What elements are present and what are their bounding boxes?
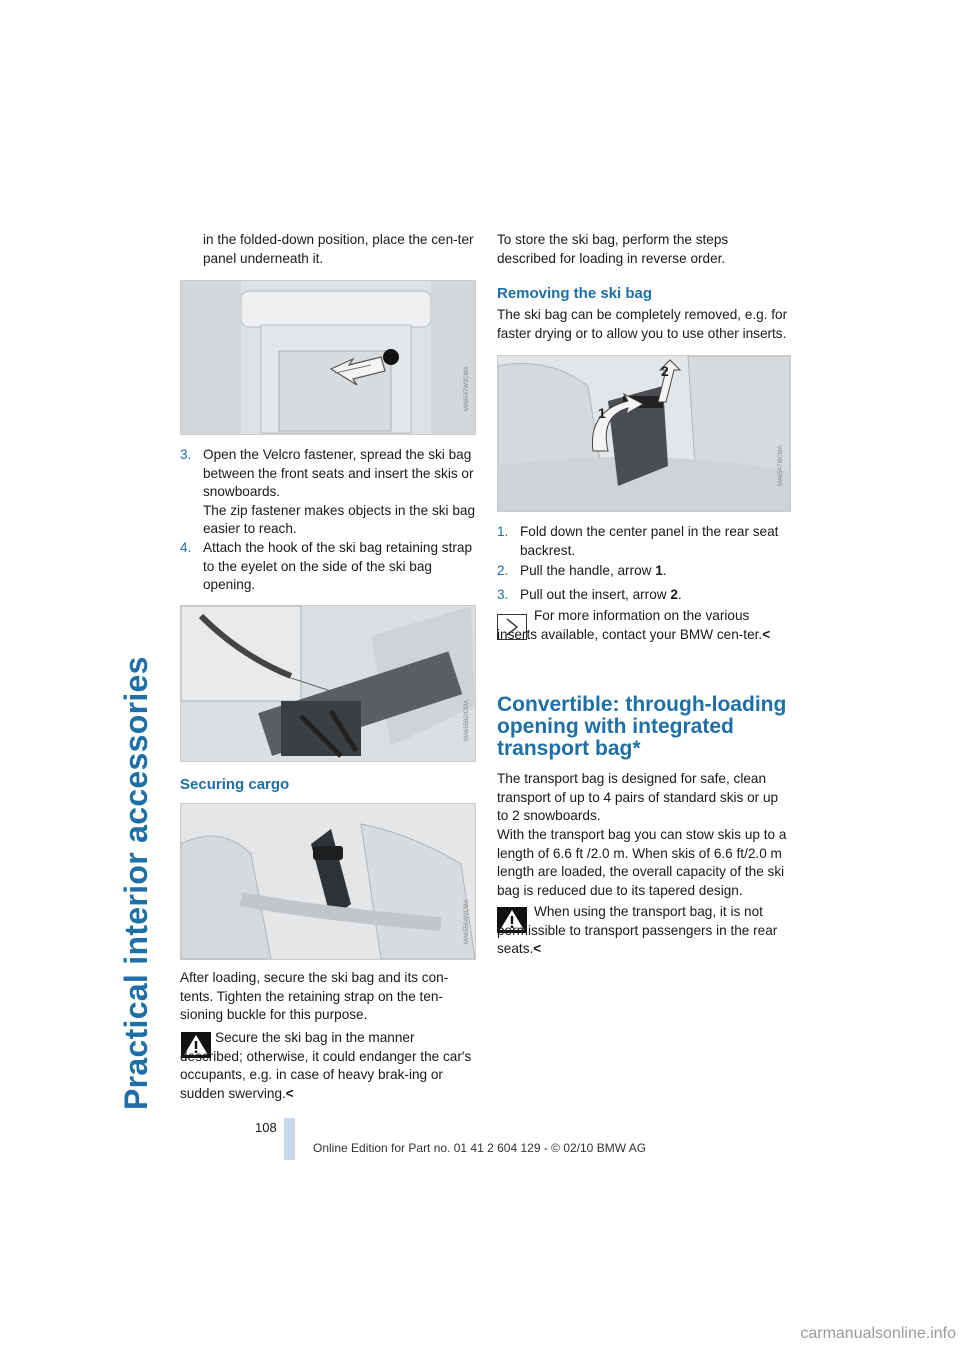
end-mark: < <box>762 626 771 642</box>
step-2 <box>497 562 790 581</box>
footer-accent-bar <box>284 1118 295 1160</box>
arrow-label-2: 2 <box>661 363 669 379</box>
warning-passengers-note <box>497 903 790 959</box>
figure-code: MA6558ZICMA <box>464 699 470 741</box>
step-4 <box>180 539 475 595</box>
figure-code: MA6547W3CMA <box>464 366 470 411</box>
page-number: 108 <box>255 1120 277 1135</box>
step-number: 4. <box>180 540 192 555</box>
step-number: 3. <box>180 447 192 462</box>
figure-remove-insert <box>497 355 791 512</box>
step-text: Pull the handle, arrow 1. <box>520 563 667 578</box>
info-note <box>497 607 790 644</box>
figure-ski-bag-strap <box>180 605 476 762</box>
warning-text: Secure the ski bag in the manner described; otherwise, it could endanger the car's occupants, e.g. in case of heavy brak-ing or sudden swerving. <box>180 1030 472 1101</box>
securing-text: After loading, secure the ski bag and its con-tents. Tighten the retaining strap on the ten-sioning buckle for this purpose. <box>180 970 449 1022</box>
step-text: Fold down the center panel in the rear seat backrest. <box>520 524 779 558</box>
step-number: 3. <box>497 587 509 602</box>
removing-text: The ski bag can be completely removed, e.g. for faster drying or to allow you to use other inserts. <box>497 307 788 341</box>
warning-text: When using the transport bag, it is not permissible to transport passengers in the rear seats. <box>497 904 778 956</box>
section-side-title <box>118 230 160 1110</box>
figure-code: MA6547I8CMA <box>778 445 784 486</box>
heading-removing-ski-bag: Removing the ski bag <box>497 285 653 302</box>
transport-paragraph-1: The transport bag is designed for safe, clean transport of up to 4 pairs of standard skis or up to 2 snowboards. <box>497 771 779 823</box>
step-3-insert <box>497 586 790 605</box>
transport-paragraph-2: With the transport bag you can stow skis up to a length of 6.6 ft /2.0 m. When skis of 6.6 ft/2.0 m length are loaded, the overall capacity of the ski bag is reduced due to its tapered design. <box>497 827 787 898</box>
figure-code: MA6556W9CMA <box>464 899 470 944</box>
step-1 <box>497 523 790 561</box>
step-text: Open the Velcro fastener, spread the ski bag between the front seats and insert the skis or snowboards. The zip fastener makes objects in the ski bag easier to reach. <box>203 447 476 536</box>
footer-edition: Online Edition for Part no. 01 41 2 604 129 - © 02/10 BMW AG <box>313 1141 647 1155</box>
step-number: 1. <box>497 524 509 539</box>
step-number: 2. <box>497 563 509 578</box>
section-title-text: Practical interior accessories <box>118 656 154 1110</box>
warning-cargo-note <box>180 1029 475 1103</box>
step-text: Pull out the insert, arrow 2. <box>520 587 682 602</box>
heading-securing-cargo: Securing cargo <box>180 776 290 793</box>
store-text: To store the ski bag, perform the steps described for loading in reverse order. <box>497 232 729 266</box>
arrow-label-1: 1 <box>598 405 606 421</box>
watermark: carmanualsonline.info <box>800 1325 956 1342</box>
heading-convertible-transport-bag: Convertible: through-loading opening with integrated transport bag* <box>497 693 787 760</box>
intro-text: in the folded-down position, place the cen-ter panel underneath it. <box>203 232 474 266</box>
step-text: Attach the hook of the ski bag retaining strap to the eyelet on the side of the ski bag opening. <box>203 540 473 592</box>
end-mark: < <box>285 1085 294 1101</box>
figure-center-panel <box>180 280 476 435</box>
figure-tensioning-buckle <box>180 803 476 960</box>
end-mark: < <box>533 941 542 956</box>
info-text: For more information on the various inserts available, contact your BMW cen-ter. <box>497 608 763 642</box>
step-3 <box>180 446 476 536</box>
